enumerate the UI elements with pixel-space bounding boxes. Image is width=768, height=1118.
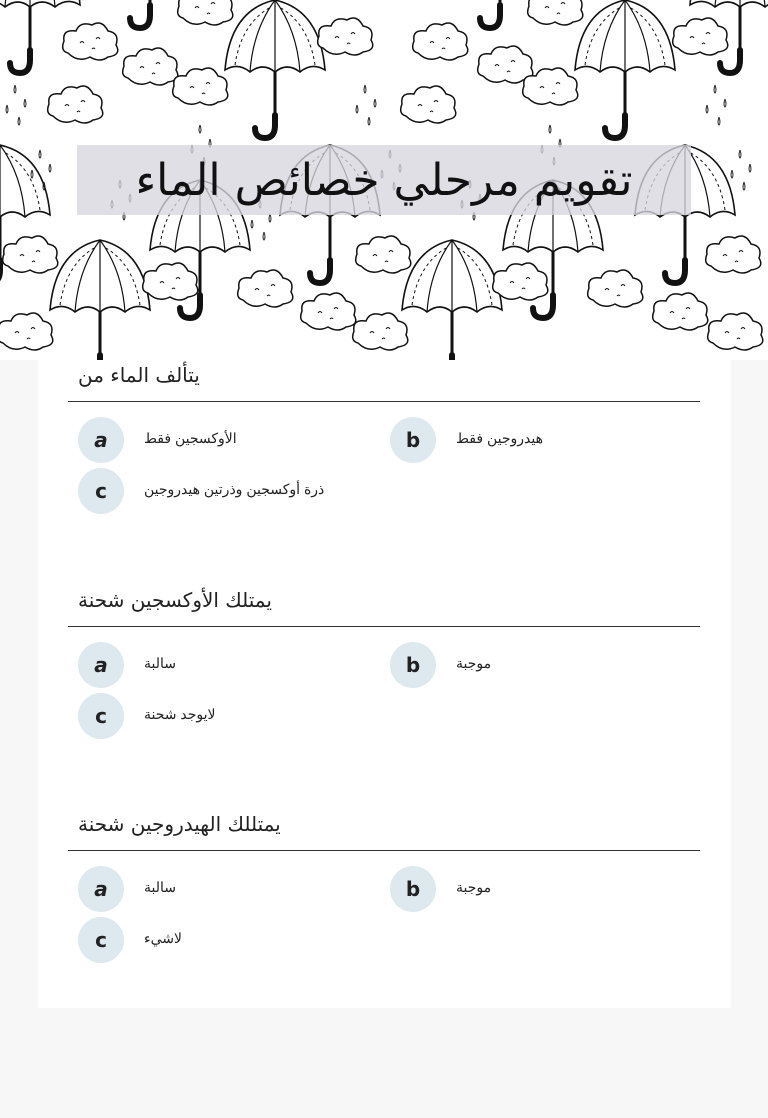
option-c[interactable] xyxy=(78,468,324,514)
question-1 xyxy=(68,360,700,522)
question-3 xyxy=(68,809,700,971)
option-c[interactable] xyxy=(78,693,216,739)
option-label: هيدروجين فقط xyxy=(456,429,543,446)
option-label: موجبة xyxy=(456,878,492,895)
option-b[interactable] xyxy=(390,866,491,912)
option-label: لايوجد شحنة xyxy=(144,705,216,722)
option-label: لاشيء xyxy=(144,929,182,946)
option-label: ذرة أوكسجين وذرتين هيدروجين xyxy=(144,480,325,497)
option-a[interactable] xyxy=(78,642,176,688)
options-list xyxy=(68,851,700,971)
option-letter-badge: c xyxy=(78,917,124,963)
question-title: يمتلك الأوكسجين شحنة xyxy=(78,588,272,612)
option-letter-badge: b xyxy=(390,417,436,463)
page-title: تقويم مرحلي خصائص الماء xyxy=(135,154,633,206)
quiz-card xyxy=(38,360,731,1008)
option-letter-badge: a xyxy=(78,866,124,912)
question-2 xyxy=(68,585,700,747)
options-list xyxy=(68,402,700,522)
title-box xyxy=(77,145,691,215)
option-a[interactable] xyxy=(78,417,237,463)
header-banner xyxy=(0,0,768,360)
option-label: سالبة xyxy=(144,654,176,671)
option-b[interactable] xyxy=(390,642,491,688)
option-a[interactable] xyxy=(78,866,176,912)
question-title: يتألف الماء من xyxy=(78,363,200,387)
option-letter-badge: c xyxy=(78,468,124,514)
option-letter-badge: a xyxy=(78,642,124,688)
options-list xyxy=(68,627,700,747)
option-label: سالبة xyxy=(144,878,176,895)
option-label: موجبة xyxy=(456,654,492,671)
option-b[interactable] xyxy=(390,417,543,463)
option-label: الأوكسجين فقط xyxy=(144,429,237,446)
option-letter-badge: b xyxy=(390,866,436,912)
option-letter-badge: b xyxy=(390,642,436,688)
option-letter-badge: c xyxy=(78,693,124,739)
option-c[interactable] xyxy=(78,917,182,963)
option-letter-badge: a xyxy=(78,417,124,463)
question-title: يمتللك الهيدروجين شحنة xyxy=(78,812,281,836)
